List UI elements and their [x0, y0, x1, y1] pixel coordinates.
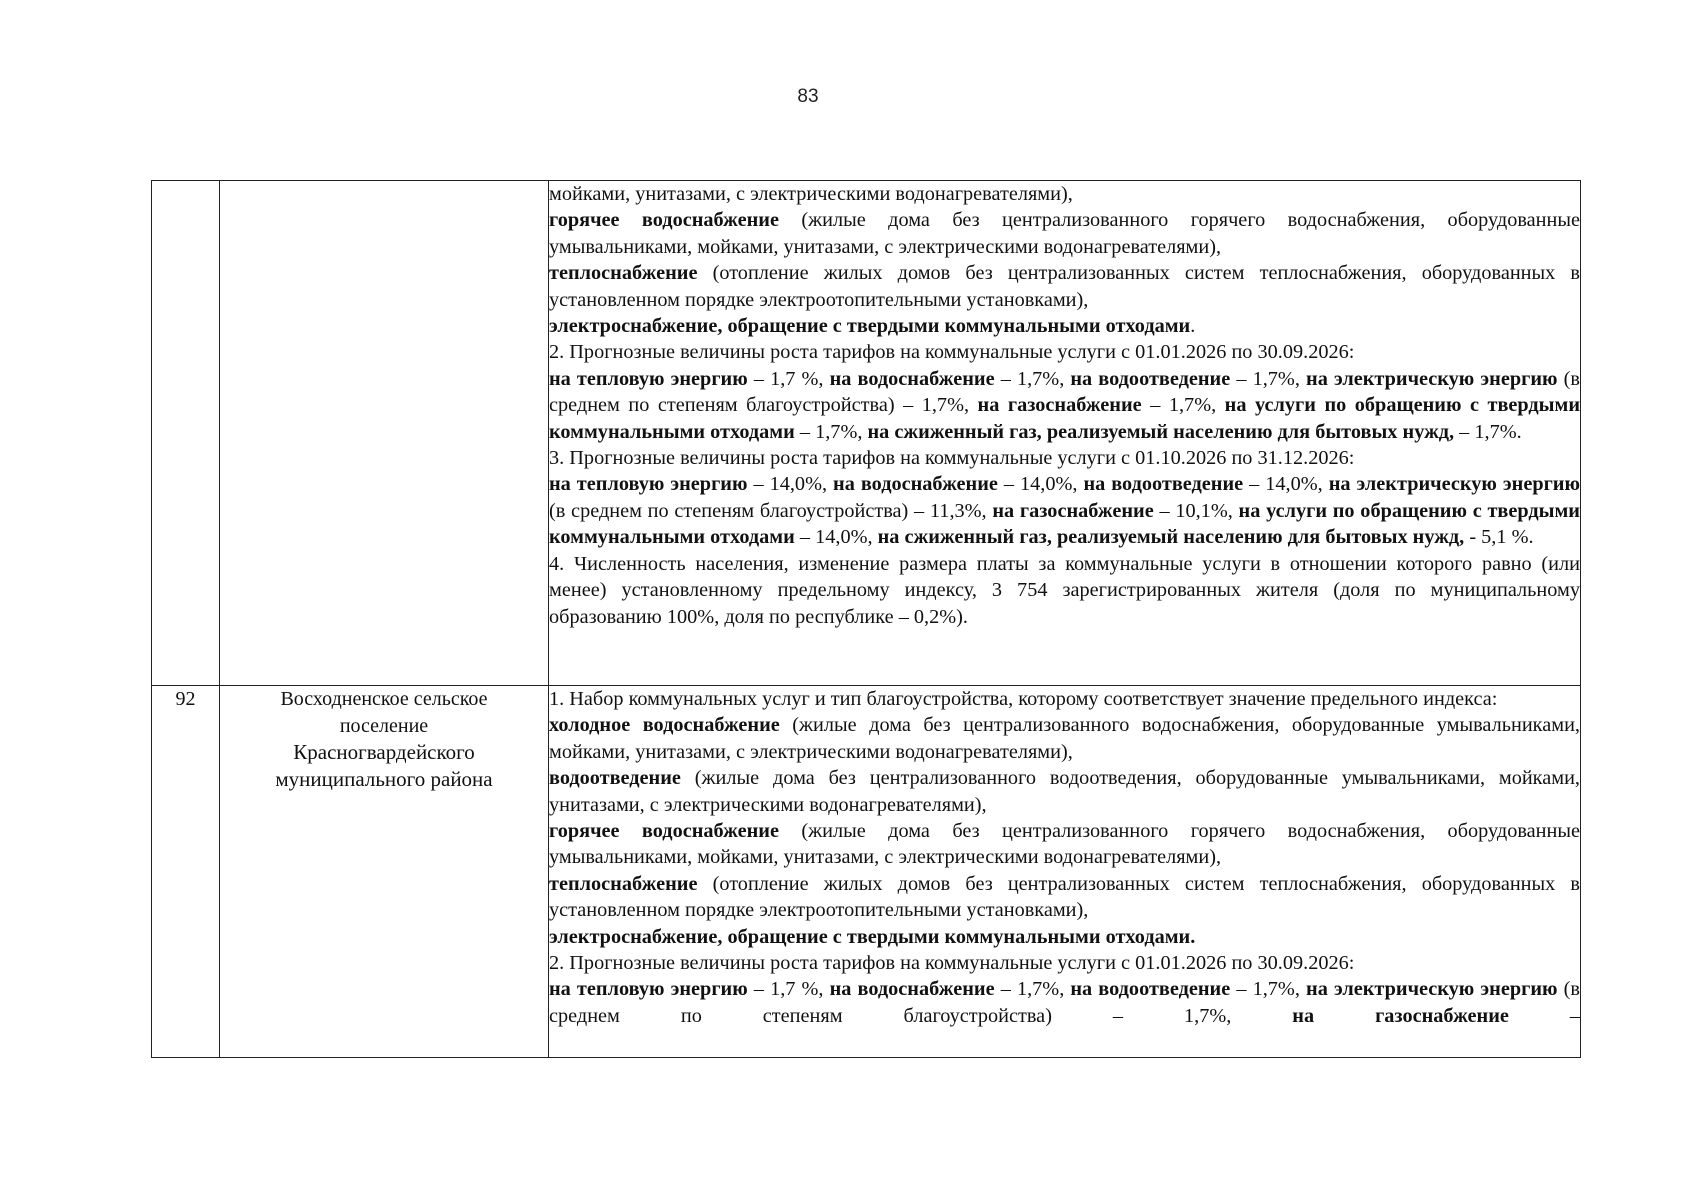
tariff-label: на водоснабжение	[829, 367, 995, 390]
service-label: электроснабжение, обращение с твердыми коммунальными отходами	[549, 315, 1191, 338]
tariff-label: на услуги по обращению с твердыми коммунальными отходами	[549, 394, 1581, 443]
tariff-label: на водоснабжение	[829, 978, 995, 1001]
tariff-label: на водоотведение	[1083, 473, 1244, 496]
tariff-label: на газоснабжение	[977, 394, 1142, 417]
section-2-title: 2. Прогнозные величины роста тарифов на коммунальные услуги с 01.01.2026 по 30.09.2026:	[549, 341, 1355, 364]
table-row	[152, 181, 1581, 686]
tariff-value: – 14,0%,	[747, 473, 834, 496]
tariff-label: на водоотведение	[1070, 367, 1231, 390]
hot-water-paragraph	[549, 818, 1580, 871]
table-row	[152, 686, 1581, 1058]
tariff-table	[151, 180, 1581, 1058]
tariff-value: – 1,7 %,	[747, 978, 830, 1001]
tariff-label: на тепловую энергию	[549, 367, 748, 390]
tariff-value: (в среднем по степеням благоустройства) – 1,7%,	[549, 978, 1580, 1027]
service-label: водоотведение	[549, 767, 681, 790]
page-number: 83	[797, 86, 819, 107]
heat-paragraph	[549, 260, 1580, 313]
heat-paragraph	[549, 871, 1580, 924]
tariff-label: на газоснабжение	[1292, 1004, 1509, 1027]
tariff-value: – 1,7%,	[994, 978, 1071, 1001]
tariff-value: – 1,7%,	[1141, 394, 1225, 417]
tariff-label: на водоснабжение	[833, 473, 998, 496]
service-text: (отопление жилых домов без централизованных систем теплоснабжения, оборудованных в установленном порядке электроотопительными установками),	[549, 872, 1580, 922]
municipality-name-line: Красногвардейского	[293, 740, 475, 764]
text-line: мойками, унитазами, с электрическими водонагревателями),	[549, 183, 1073, 205]
service-label: горячее водоснабжение	[549, 209, 779, 232]
tariff-label: на сжиженный газ, реализуемый населению для бытовых нужд,	[867, 420, 1455, 443]
service-label: теплоснабжение	[549, 872, 698, 895]
tariff-value: - 5,1 %.	[1464, 526, 1534, 549]
tariff-label: на тепловую энергию	[549, 473, 748, 496]
municipality-name-line: муниципального района	[275, 766, 493, 791]
hot-water-paragraph	[549, 207, 1580, 260]
tariff-label: на тепловую энергию	[549, 978, 748, 1001]
elec-waste-paragraph	[549, 924, 1580, 950]
tariff-value: – 1,7%,	[1230, 978, 1300, 1001]
tariff-value: – 1,7%.	[1454, 420, 1522, 443]
service-text: (жилые дома без централизованного горячего водоснабжения, оборудованные умывальниками, мойками, унитазами, с электрическими водонагревателями),	[549, 209, 1580, 258]
tariff-label: на электрическую энергию	[1306, 367, 1558, 390]
service-text: .	[1190, 315, 1196, 338]
tariff-label: на газоснабжение	[992, 499, 1154, 522]
service-text: (жилые дома без централизованного водоотведения, оборудованные умывальниками, мойками, унитазами, с электрическими водонагревателями),	[549, 767, 1580, 816]
section-3-values	[549, 471, 1580, 550]
municipality-name-line: поселение	[339, 714, 429, 737]
section-4-population: 4. Численность населения, изменение размера платы за коммунальные услуги в отношении которого равно (или менее) установленному предельному индексу, 3 754 зарегистрированных жителя (доля по муниципальному образованию 100%, доля по республике – 0,2%).	[549, 552, 1580, 628]
service-label: горячее водоснабжение	[549, 820, 779, 843]
section-3-title: 3. Прогнозные величины роста тарифов на коммунальные услуги с 01.10.2026 по 31.12.2026:	[549, 447, 1355, 470]
service-label: теплоснабжение	[549, 262, 698, 285]
section-2-values	[549, 976, 1580, 1029]
service-text: (жилые дома без централизованного горячего водоснабжения, оборудованные умывальниками, мойками, унитазами, с электрическими водонагревателями),	[549, 820, 1580, 869]
drainage-paragraph	[549, 765, 1580, 818]
tariff-value: –	[1508, 1004, 1580, 1027]
tariff-value: – 1,7%,	[794, 420, 868, 443]
content-cell	[549, 686, 1581, 1058]
row-number-cell: 92	[152, 686, 220, 1058]
tariff-value: – 10,1%,	[1153, 499, 1239, 522]
tariff-value: – 14,0%,	[997, 473, 1084, 496]
service-text: (жилые дома без централизованного водоснабжения, оборудованные умывальниками, мойками, унитазами, с электрическими водонагревателями),	[549, 714, 1580, 763]
municipality-cell	[220, 686, 549, 1058]
tariff-value: – 14,0%,	[794, 526, 878, 549]
municipality-cell	[220, 181, 549, 686]
service-label: холодное водоснабжение	[549, 714, 780, 737]
tariff-label: на водоотведение	[1070, 978, 1231, 1001]
section-1-title: 1. Набор коммунальных услуг и тип благоустройства, которому соответствует значение предельного индекса:	[549, 688, 1498, 710]
tariff-value: – 1,7%,	[1230, 367, 1300, 390]
tariff-label: на электрическую энергию	[1328, 473, 1580, 496]
service-label: электроснабжение, обращение с твердыми коммунальными отходами.	[549, 925, 1196, 948]
tariff-value: (в среднем по степеням благоустройства) – 1,7%,	[549, 367, 1580, 417]
section-2-title: 2. Прогнозные величины роста тарифов на коммунальные услуги с 01.01.2026 по 30.09.2026:	[549, 952, 1355, 975]
tariff-value: – 1,7 %,	[747, 367, 830, 390]
tariff-label: на сжиженный газ, реализуемый населению для бытовых нужд,	[877, 526, 1465, 549]
tariff-value: – 1,7%,	[994, 367, 1071, 390]
tariff-value: (в среднем по степеням благоустройства) – 11,3%,	[549, 499, 993, 522]
cold-water-paragraph	[549, 712, 1580, 765]
row-number-cell	[152, 181, 220, 686]
municipality-name-line: Восходненское сельское	[280, 688, 488, 710]
tariff-label: на электрическую энергию	[1306, 978, 1558, 1001]
section-2-values	[549, 366, 1580, 445]
elec-waste-paragraph	[549, 313, 1580, 339]
tariff-value: – 14,0%,	[1243, 473, 1323, 496]
service-text: (отопление жилых домов без централизованных систем теплоснабжения, оборудованных в установленном порядке электроотопительными установками),	[549, 262, 1580, 311]
tariff-label: на услуги по обращению с твердыми коммунальными отходами	[549, 499, 1580, 549]
content-cell	[549, 181, 1581, 686]
